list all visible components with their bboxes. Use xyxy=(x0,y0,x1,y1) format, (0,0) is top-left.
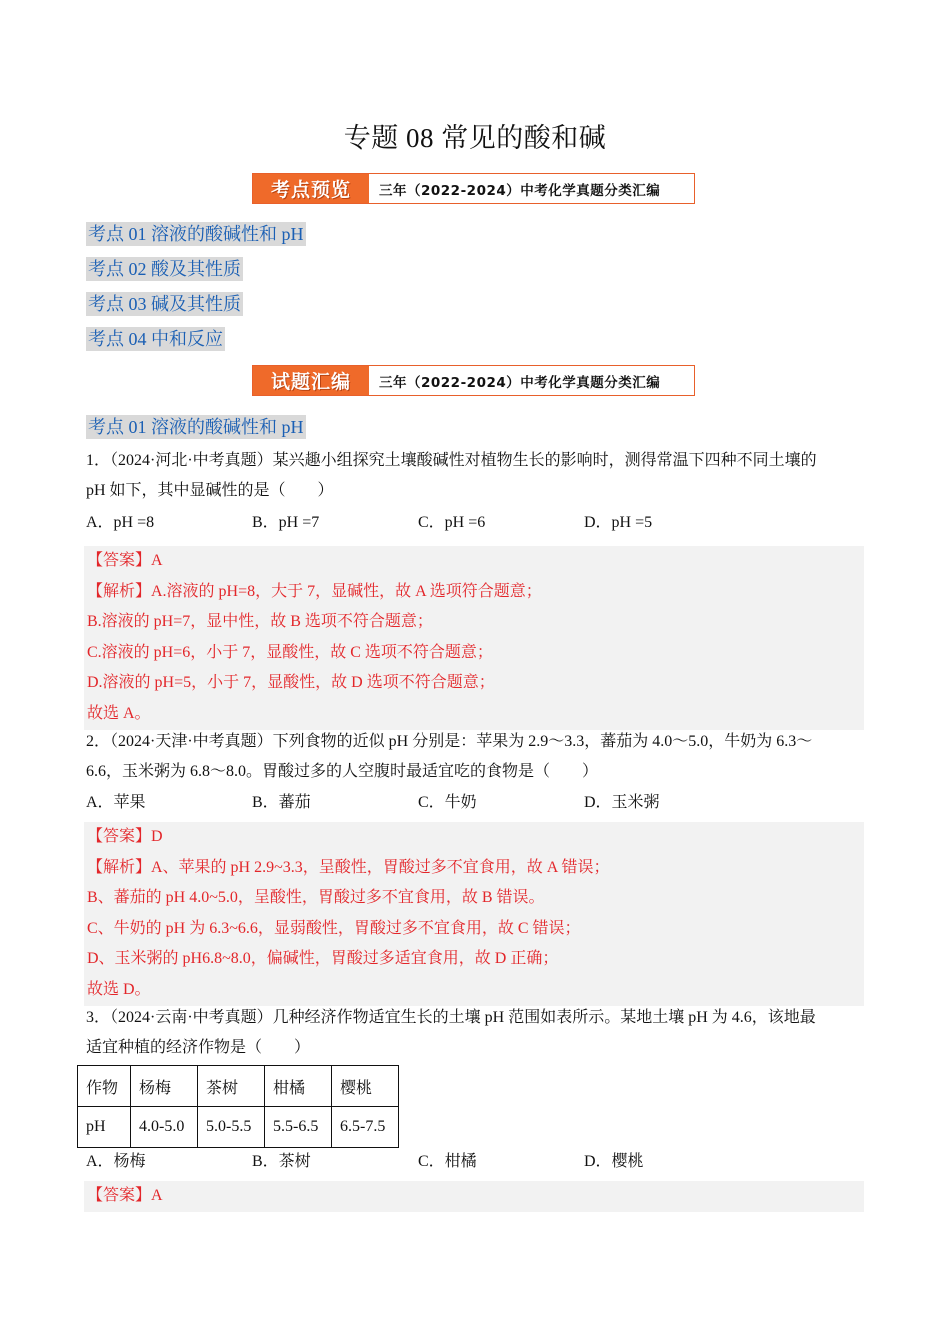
answer-line: 【答案】D xyxy=(87,828,163,845)
section-heading[interactable]: 考点 01 溶液的酸碱性和 pH xyxy=(88,417,304,437)
question-2-options xyxy=(86,788,864,818)
question-3-answer xyxy=(84,1181,864,1212)
page-title: 专题 08 常见的酸和碱 xyxy=(343,123,607,153)
question-3-line-1: 3．（2024·云南·中考真题）几种经济作物适宜生长的土壤 pH 范围如表所示。某地土壤 pH 为 4.6，该地最 xyxy=(86,1009,816,1026)
answer-line: D、玉米粥的 pH6.8~8.0，偏碱性，胃酸过多适宜食用，故 D 正确； xyxy=(87,950,559,968)
question-3-stem xyxy=(86,1003,864,1063)
question-1-answer xyxy=(84,546,864,730)
answer-line: 故选 A。 xyxy=(87,704,151,722)
answer-line: 【答案】A xyxy=(87,1187,163,1204)
crop-ph-table xyxy=(77,1065,399,1148)
question-1-options xyxy=(86,508,864,538)
answer-line: 【答案】A xyxy=(87,552,163,569)
banner-preview-tag: 考点预览 xyxy=(253,174,369,203)
table-cell: 樱桃 xyxy=(332,1066,399,1107)
table-row xyxy=(78,1066,399,1107)
toc-link-02[interactable]: 考点 02 酸及其性质 xyxy=(88,259,241,279)
banner-questions xyxy=(252,365,695,396)
banner-preview xyxy=(252,173,695,204)
question-3-option-c: C．柑橘 xyxy=(418,1153,477,1170)
table-cell: 杨梅 xyxy=(131,1066,198,1107)
question-2-stem xyxy=(86,727,864,787)
toc-link-01[interactable]: 考点 01 溶液的酸碱性和 pH xyxy=(88,224,304,244)
table-cell: 5.0-5.5 xyxy=(198,1107,265,1148)
question-2-option-d: D．玉米粥 xyxy=(584,794,660,811)
answer-line: C.溶液的 pH=6，小于 7，显酸性，故 C 选项不符合题意； xyxy=(87,643,493,661)
table-cell: 6.5-7.5 xyxy=(332,1107,399,1148)
question-1-line-1: 1．（2024·河北·中考真题）某兴趣小组探究土壤酸碱性对植物生长的影响时，测得常温下四种不同土壤的 xyxy=(86,452,817,469)
answer-line: D.溶液的 pH=5，小于 7，显酸性，故 D 选项不符合题意； xyxy=(87,674,495,692)
question-2-option-a: A．苹果 xyxy=(86,794,146,811)
banner-questions-tag: 试题汇编 xyxy=(253,366,369,395)
banner-preview-text: 三年（2022-2024）中考化学真题分类汇编 xyxy=(379,182,661,199)
banner-questions-text: 三年（2022-2024）中考化学真题分类汇编 xyxy=(379,374,661,391)
table-cell: 5.5-6.5 xyxy=(265,1107,332,1148)
question-2-option-c: C．牛奶 xyxy=(418,794,477,811)
question-3-option-d: D．樱桃 xyxy=(584,1153,644,1170)
question-1-stem xyxy=(86,446,864,506)
question-3-option-a: A．杨梅 xyxy=(86,1153,146,1170)
question-3-options xyxy=(86,1147,864,1177)
answer-line: 【解析】A、苹果的 pH 2.9~3.3，呈酸性，胃酸过多不宜食用，故 A 错误； xyxy=(87,858,610,876)
answer-line: 故选 D。 xyxy=(87,980,151,998)
question-2-answer xyxy=(84,822,864,1006)
question-2-line-2: 6.6，玉米粥为 6.8～8.0。胃酸过多的人空腹时最适宜吃的食物是（ ） xyxy=(86,763,599,780)
question-1-line-2: pH 如下，其中显碱性的是（ ） xyxy=(86,482,334,499)
question-1-option-d: D．pH =5 xyxy=(584,514,653,531)
question-2-option-b: B．蕃茄 xyxy=(252,794,311,811)
toc-link-04[interactable]: 考点 04 中和反应 xyxy=(88,329,223,349)
question-1-option-b: B．pH =7 xyxy=(252,514,320,531)
table-cell: 作物 xyxy=(78,1066,131,1107)
answer-line: C、牛奶的 pH 为 6.3~6.6，显弱酸性，胃酸过多不宜食用，故 C 错误； xyxy=(87,919,581,937)
question-2-line-1: 2．（2024·天津·中考真题）下列食物的近似 pH 分别是：苹果为 2.9～3.3，蕃茄为 4.0～5.0，牛奶为 6.3～ xyxy=(86,733,813,750)
question-3-option-b: B．茶树 xyxy=(252,1153,311,1170)
table-cell: pH xyxy=(78,1107,131,1148)
question-1-option-c: C．pH =6 xyxy=(418,514,486,531)
question-3-line-2: 适宜种植的经济作物是（ ） xyxy=(86,1039,311,1056)
toc-link-03[interactable]: 考点 03 碱及其性质 xyxy=(88,294,241,314)
table-cell: 茶树 xyxy=(198,1066,265,1107)
answer-line: B.溶液的 pH=7，显中性，故 B 选项不符合题意； xyxy=(87,613,433,631)
question-1-option-a: A．pH =8 xyxy=(86,514,155,531)
table-cell: 柑橘 xyxy=(265,1066,332,1107)
answer-line: B、蕃茄的 pH 4.0~5.0，呈酸性，胃酸过多不宜食用，故 B 错误。 xyxy=(87,889,545,907)
table-cell: 4.0-5.0 xyxy=(131,1107,198,1148)
table-row xyxy=(78,1107,399,1148)
answer-line: 【解析】A.溶液的 pH=8，大于 7，显碱性，故 A 选项符合题意； xyxy=(87,582,542,600)
